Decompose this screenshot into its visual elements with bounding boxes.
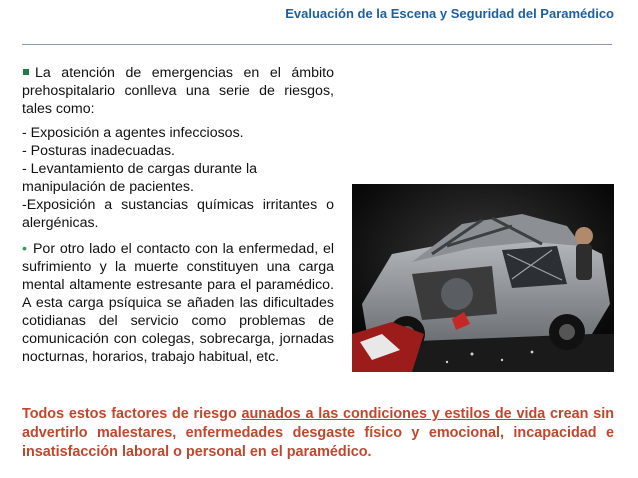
risk-item: - Posturas inadecuadas.	[22, 143, 176, 159]
slide-title: Evaluación de la Escena y Seguridad del Paramédico	[285, 6, 614, 21]
crash-scene-illustration	[352, 184, 614, 372]
conclusion-underlined: aunados a las condiciones y estilos de vida	[241, 406, 546, 422]
risk-item: - Levantamiento de cargas durante la manipulación de pacientes.	[22, 161, 258, 195]
risk-item: - Exposición a agentes infecciosos.	[22, 125, 244, 141]
stress-paragraph	[22, 240, 334, 366]
dot-bullet-icon: •	[22, 241, 27, 257]
conclusion-text	[22, 405, 614, 462]
car-crash-photo	[352, 184, 614, 372]
intro-text: La atención de emergencias en el ámbito prehospitalario conlleva una serie de riesgos, tales como:	[22, 65, 334, 117]
conclusion-part-2: crean sin advertirlo malestares, enfermedades desgaste físico y emocional, incapacidad e insatisfacción laboral o personal en el paramédico.	[22, 406, 614, 460]
stress-text: Por otro lado el contacto con la enfermedad, el sufrimiento y la muerte constituyen una carga mental altamente estresante para el paramédico. A esta carga psíquica se añaden las dificultades cotidianas del servicio como problemas de comunicación con colegas, sobrecarga, jornadas nocturnas, horarios, trabajo habitual, etc.	[22, 241, 334, 365]
square-bullet-icon	[23, 69, 29, 75]
risk-item: -Exposición a sustancias químicas irritantes o alergénicas.	[22, 197, 334, 231]
title-divider	[22, 44, 612, 45]
risk-list	[22, 124, 334, 232]
conclusion-part-1: Todos estos factores de riesgo	[22, 406, 242, 422]
body-text	[22, 64, 334, 366]
intro-paragraph	[22, 64, 334, 118]
